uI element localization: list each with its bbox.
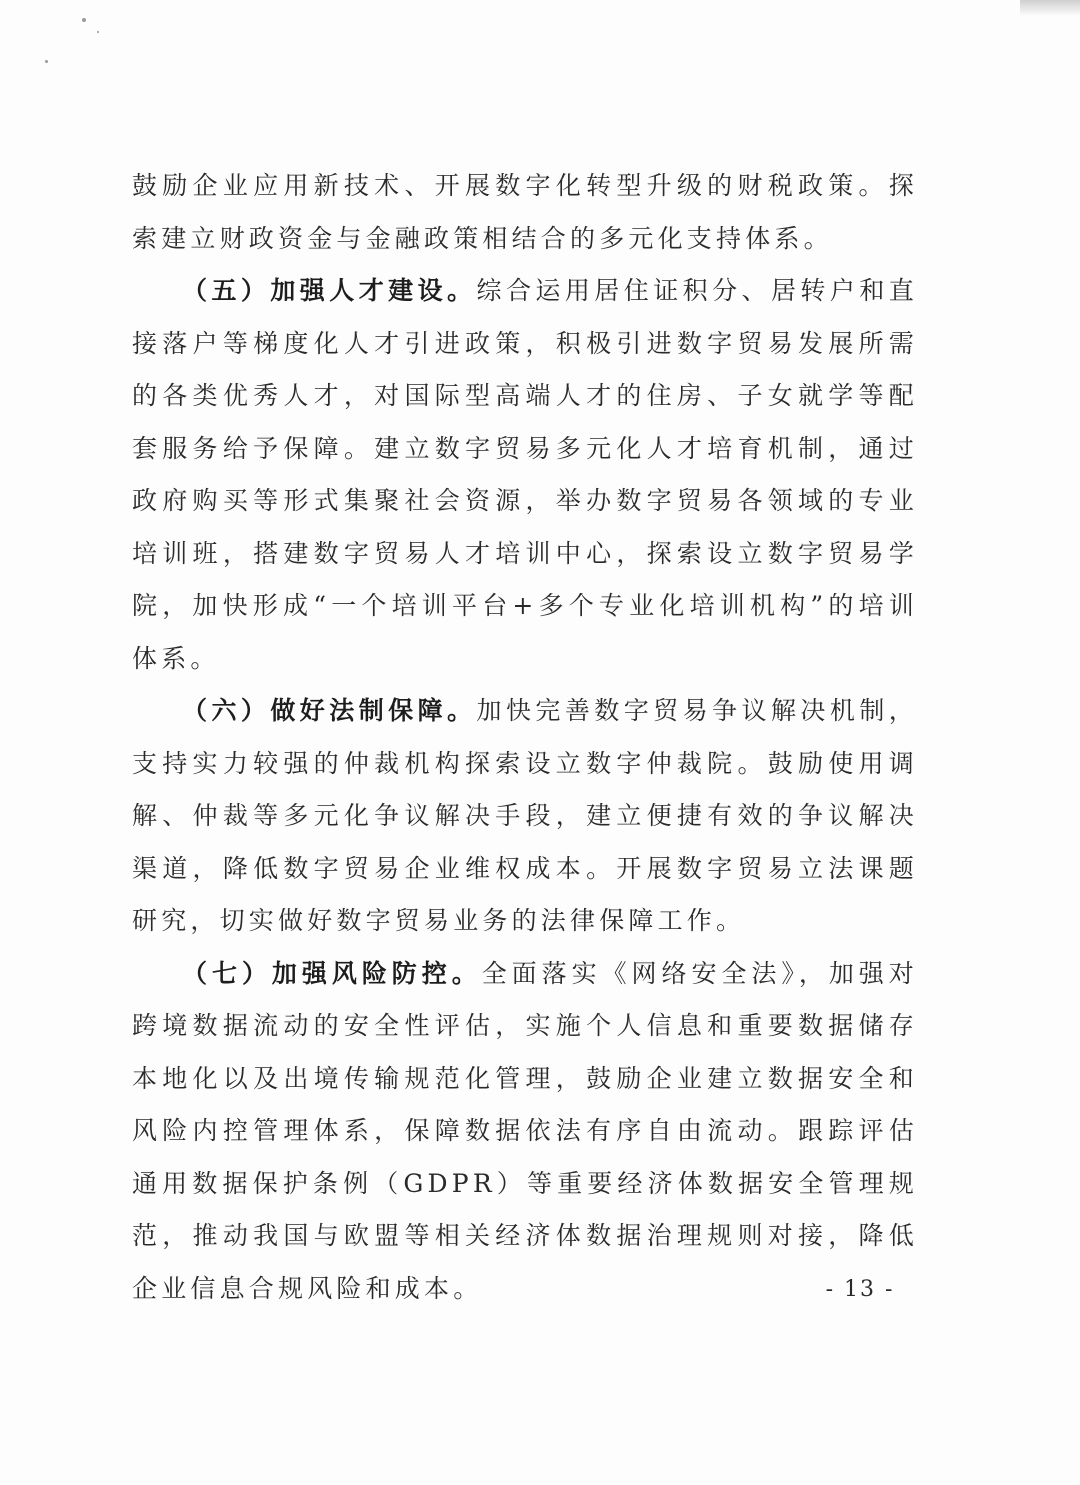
- scan-speck: [82, 18, 86, 22]
- section-heading-risk: （七）加强风险防控。: [182, 958, 482, 988]
- scan-speck: [97, 31, 99, 33]
- paragraph-talent-building: [132, 265, 918, 685]
- paragraph-text: 鼓励企业应用新技术、开展数字化转型升级的财税政策。探索建立财政资金与金融政策相结合的多元化支持体系。: [132, 171, 918, 253]
- paragraph-text: 综合运用居住证积分、居转户和直接落户等梯度化人才引进政策，积极引进数字贸易发展所需的各类优秀人才，对国际型高端人才的住房、子女就学等配套服务给予保障。建立数字贸易多元化人才培育机制，通过政府购买等形式集聚社会资源，举办数字贸易各领域的专业培训班，搭建数字贸易人才培训中心，探索设立数字贸易学院，加快形成“一个培训平台+多个专业化培训机构”的培训体系。: [132, 276, 918, 673]
- scan-speck: [45, 60, 48, 63]
- section-heading-talent: （五）加强人才建设。: [182, 276, 477, 305]
- paragraph-legal-guarantee: [132, 685, 918, 948]
- body-text: [132, 160, 918, 1315]
- paragraph-text: 加快完善数字贸易争议解决机制，支持实力较强的仲裁机构探索设立数字仲裁院。鼓励使用调解、仲裁等多元化争议解决手段，建立便捷有效的争议解决渠道，降低数字贸易企业维权成本。开展数字贸易立法课题研究，切实做好数字贸易业务的法律保障工作。: [132, 696, 918, 935]
- scan-edge-shadow: [1020, 0, 1080, 16]
- paragraph-text: 全面落实《网络安全法》，加强对跨境数据流动的安全性评估，实施个人信息和重要数据储存本地化以及出境传输规范化管理，鼓励企业建立数据安全和风险内控管理体系，保障数据依法有序自由流动。跟踪评估通用数据保护条例（GDPR）等重要经济体数据安全管理规范，推动我国与欧盟等相关经济体数据治理规则对接，降低企业信息合规风险和成本。: [132, 958, 918, 1303]
- paragraph-risk-control: [132, 948, 918, 1316]
- page-number: - 13 -: [825, 1277, 895, 1302]
- section-heading-legal: （六）做好法制保障。: [182, 696, 477, 725]
- paragraph-continuation: [132, 160, 918, 265]
